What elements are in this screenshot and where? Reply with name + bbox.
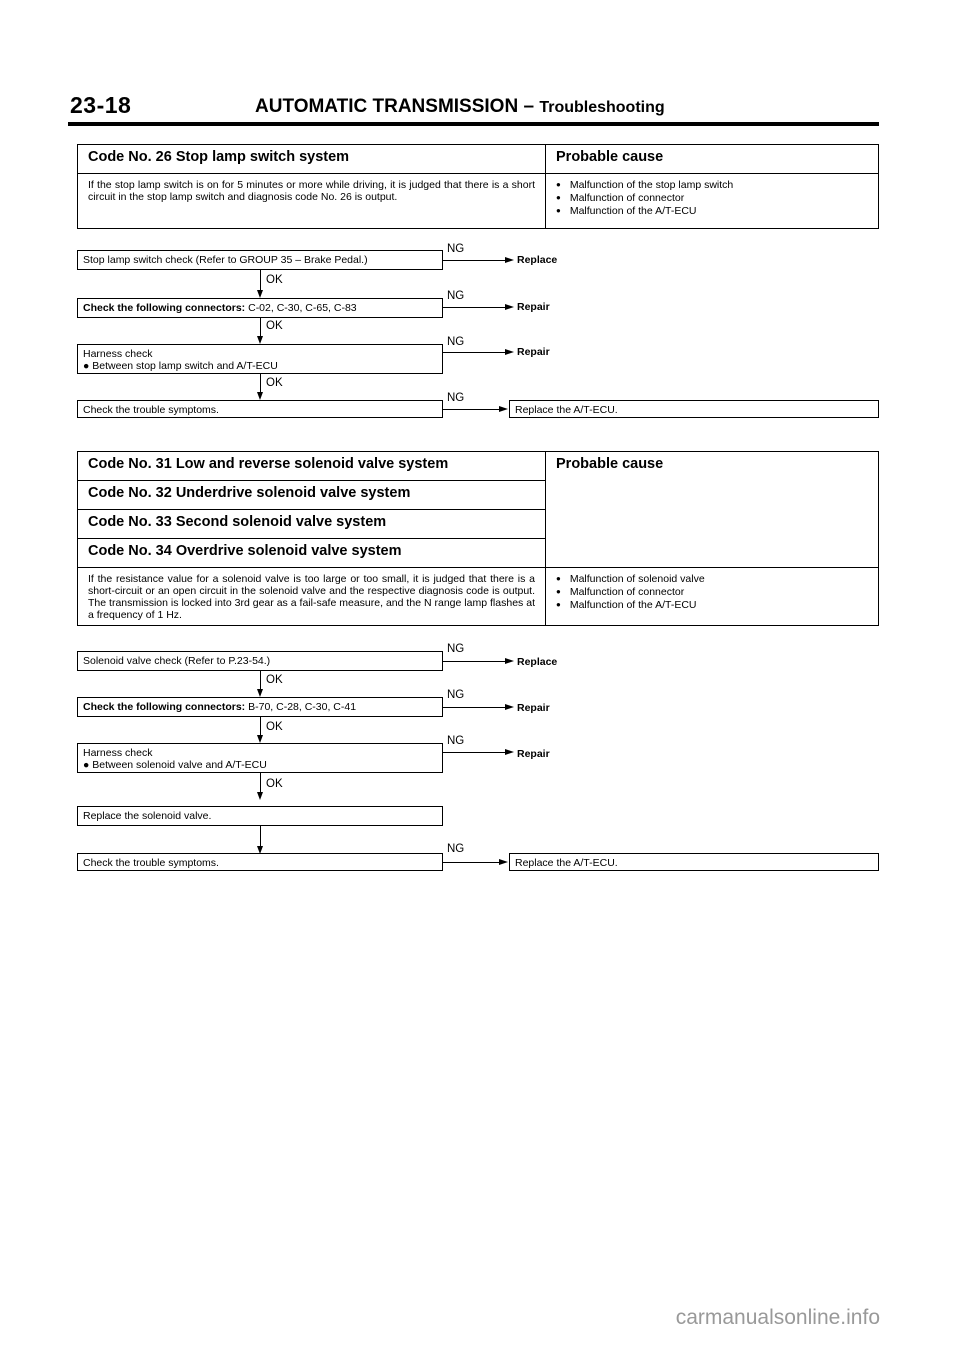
arrow-right-icon <box>505 304 514 310</box>
title-sub: Troubleshooting <box>539 99 665 116</box>
header-rule <box>68 122 879 126</box>
result-repair: Repair <box>517 301 550 313</box>
code-26-description: If the stop lamp switch is on for 5 minutes or more while driving, it is judged that there is a short circuit in the stop lamp switch and diagnosis code No. 26 is output. <box>78 174 546 229</box>
ok-label: OK <box>266 320 283 332</box>
ng-line <box>443 707 505 708</box>
result-repair: Repair <box>517 702 550 714</box>
ng-line <box>443 661 505 662</box>
cause-item: ● Malfunction of connector <box>556 586 868 599</box>
cause-item: ● Malfunction of the A/T-ECU <box>556 205 868 218</box>
result-replace: Replace <box>517 254 558 266</box>
harness-check-title: Harness check <box>83 747 153 759</box>
page-title <box>255 96 665 118</box>
ok-line <box>260 270 261 292</box>
ok-label: OK <box>266 274 283 286</box>
page-number: 23-18 <box>70 92 132 118</box>
code-31-34-causes <box>546 568 879 626</box>
code-34-title: Code No. 34 Overdrive solenoid valve system <box>78 539 546 568</box>
code-33-title: Code No. 33 Second solenoid valve system <box>78 510 546 539</box>
code-31-title: Code No. 31 Low and reverse solenoid valve system <box>78 452 546 481</box>
code-32-title: Code No. 32 Underdrive solenoid valve system <box>78 481 546 510</box>
flow1-step-connector-check <box>77 298 443 318</box>
flow1-step-stop-lamp-check: Stop lamp switch check (Refer to GROUP 35 – Brake Pedal.) <box>77 250 443 270</box>
arrow-down-icon <box>257 689 263 697</box>
code-26-table <box>77 144 879 229</box>
ok-line <box>260 671 261 691</box>
arrow-down-icon <box>257 392 263 400</box>
title-dash: – <box>523 96 535 117</box>
flow2-step-harness-check <box>77 743 443 773</box>
arrow-down-icon <box>257 792 263 800</box>
flow1-step-trouble-symptoms: Check the trouble symptoms. <box>77 400 443 418</box>
ng-line <box>443 862 499 863</box>
connector-check-label: Check the following connectors: <box>83 701 246 713</box>
ng-label: NG <box>447 336 465 348</box>
connector-list: B-70, C-28, C-30, C-41 <box>245 701 357 713</box>
ok-label: OK <box>266 377 283 389</box>
cause-item: ● Malfunction of the stop lamp switch <box>556 179 868 192</box>
ok-line <box>260 717 261 737</box>
arrow-right-icon <box>505 257 514 263</box>
code-26-causes <box>546 174 879 229</box>
flow-line <box>260 826 261 848</box>
ng-label: NG <box>447 735 465 747</box>
cause-item: ● Malfunction of the A/T-ECU <box>556 599 868 612</box>
harness-check-title: Harness check <box>83 348 153 360</box>
flow2-step-trouble-symptoms: Check the trouble symptoms. <box>77 853 443 871</box>
ok-label: OK <box>266 721 283 733</box>
ng-label: NG <box>447 843 465 855</box>
title-main: AUTOMATIC TRANSMISSION <box>255 96 519 117</box>
ng-label: NG <box>447 392 465 404</box>
arrow-right-icon <box>499 406 508 412</box>
ok-label: OK <box>266 778 283 790</box>
flow2-step-solenoid-check: Solenoid valve check (Refer to P.23-54.) <box>77 651 443 671</box>
result-repair: Repair <box>517 346 550 358</box>
ng-line <box>443 307 505 308</box>
flow1-step-harness-check <box>77 344 443 374</box>
cause-item: ● Malfunction of connector <box>556 192 868 205</box>
code-31-34-table <box>77 451 879 626</box>
ng-line <box>443 752 505 753</box>
cause-header: Probable cause <box>546 452 879 568</box>
ok-line <box>260 374 261 394</box>
flow2-step-connector-check <box>77 697 443 717</box>
watermark: carmanualsonline.info <box>675 1306 880 1329</box>
ng-label: NG <box>447 643 465 655</box>
harness-check-detail: ● Between solenoid valve and A/T-ECU <box>83 759 267 771</box>
arrow-down-icon <box>257 336 263 344</box>
result-replace: Replace <box>517 656 558 668</box>
arrow-right-icon <box>499 859 508 865</box>
result-repair: Repair <box>517 748 550 760</box>
connector-list: C-02, C-30, C-65, C-83 <box>245 302 357 314</box>
flow2-step-replace-solenoid: Replace the solenoid valve. <box>77 806 443 826</box>
cause-header: Probable cause <box>546 145 879 174</box>
code-26-title: Code No. 26 Stop lamp switch system <box>78 145 546 174</box>
cause-item: ● Malfunction of solenoid valve <box>556 573 868 586</box>
arrow-right-icon <box>505 704 514 710</box>
arrow-down-icon <box>257 290 263 298</box>
ok-line <box>260 318 261 338</box>
ng-line <box>443 352 505 353</box>
harness-check-detail: ● Between stop lamp switch and A/T-ECU <box>83 360 278 372</box>
ng-label: NG <box>447 290 465 302</box>
ng-line <box>443 260 505 261</box>
ng-label: NG <box>447 689 465 701</box>
code-31-34-description: If the resistance value for a solenoid valve is too large or too small, it is judged that there is a short-circuit or an open circuit in the solenoid valve and the respective diagnosis code is output. The transmission is locked into 3rd gear as a fail-safe measure, and the N range lamp flashes at a frequency of 1 Hz. <box>78 568 546 626</box>
ok-label: OK <box>266 674 283 686</box>
ok-line <box>260 773 261 794</box>
ng-label: NG <box>447 243 465 255</box>
arrow-right-icon <box>505 658 514 664</box>
arrow-right-icon <box>505 749 514 755</box>
arrow-down-icon <box>257 735 263 743</box>
connector-check-label: Check the following connectors: <box>83 302 246 314</box>
result-replace-ecu: Replace the A/T-ECU. <box>509 400 879 418</box>
arrow-right-icon <box>505 349 514 355</box>
result-replace-ecu: Replace the A/T-ECU. <box>509 853 879 871</box>
ng-line <box>443 409 499 410</box>
